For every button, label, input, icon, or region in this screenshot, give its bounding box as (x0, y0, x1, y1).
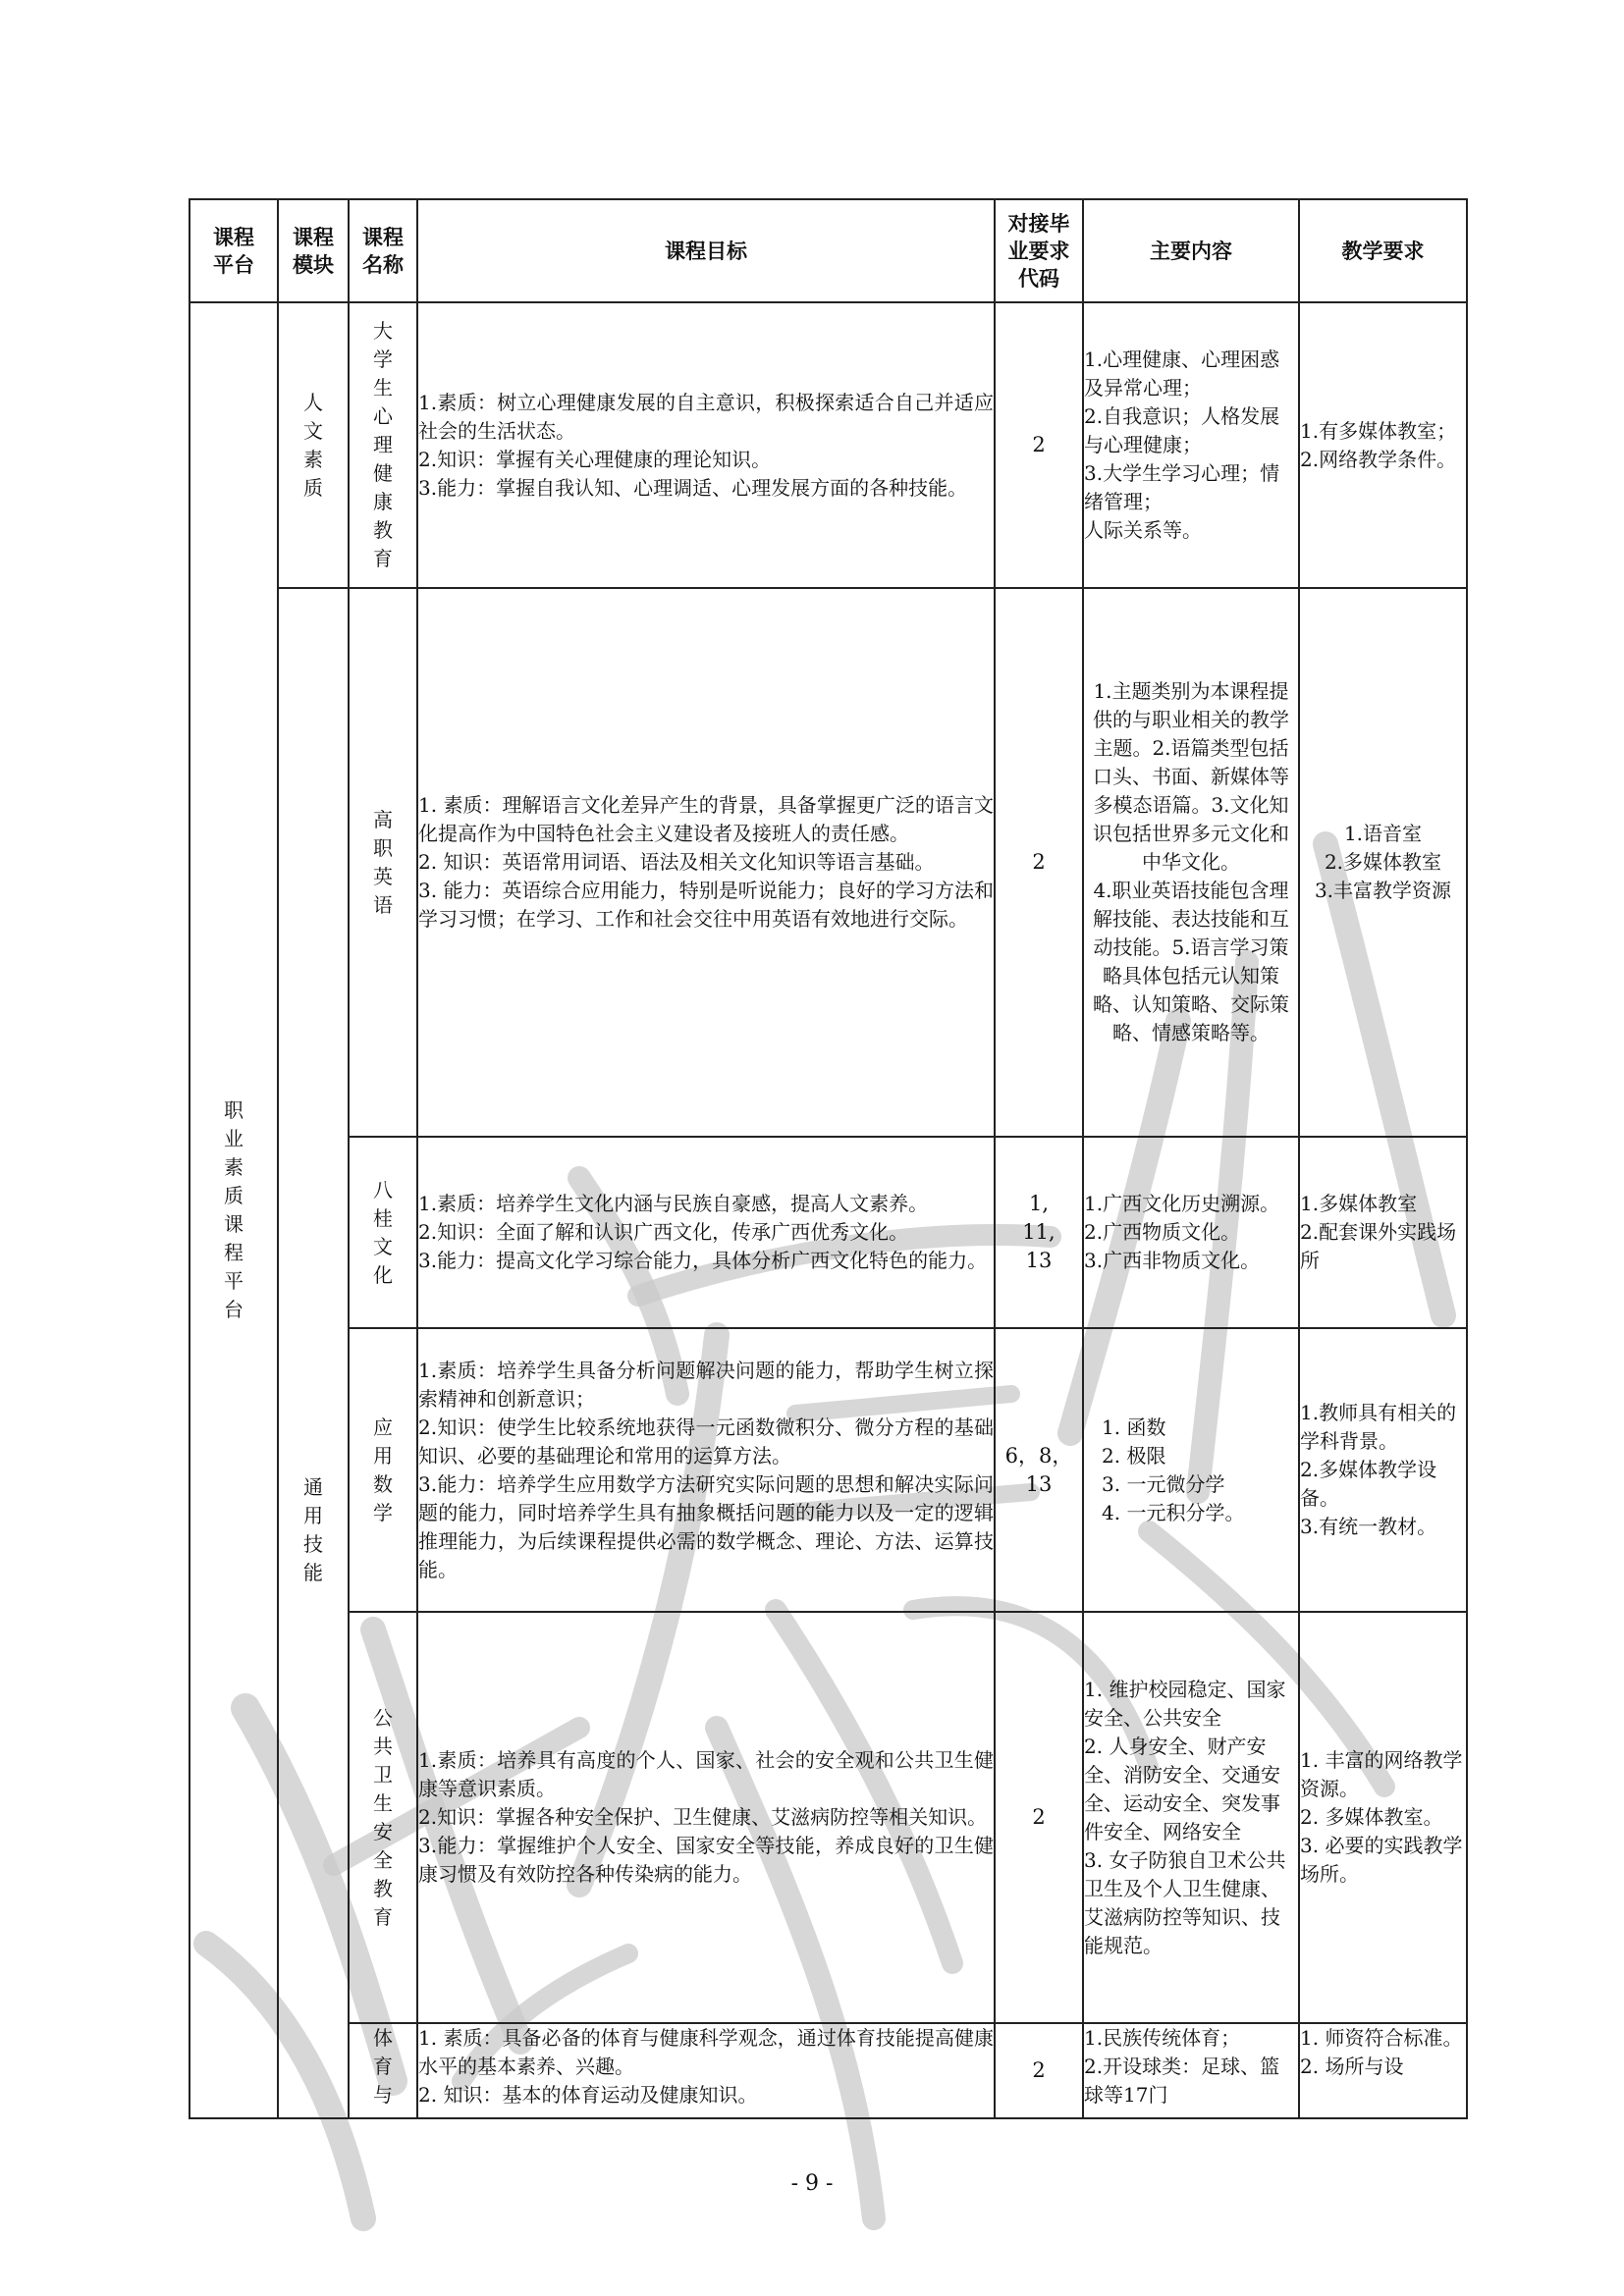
main-content-cell: 1.广西文化历史溯源。 2.广西物质文化。 3.广西非物质文化。 (1083, 1137, 1299, 1328)
table-row (189, 302, 1467, 588)
header-teaching-requirement: 教学要求 (1299, 199, 1467, 302)
table-row (189, 1328, 1467, 1612)
module-cell-humanities: 人 文 素 质 (278, 302, 349, 588)
teaching-requirement-cell: 1.多媒体教室 2.配套课外实践场所 (1299, 1137, 1467, 1328)
header-main-content: 主要内容 (1083, 199, 1299, 302)
table-row (189, 2023, 1467, 2118)
requirement-code-cell: 2 (995, 1612, 1083, 2023)
requirement-code-cell: 2 (995, 588, 1083, 1137)
header-row (189, 199, 1467, 302)
course-name-cell: 八 桂 文 化 (349, 1137, 417, 1328)
module-cell-general: 通 用 技 能 (278, 588, 349, 2118)
header-module: 课程 模块 (278, 199, 349, 302)
course-goal-cell: 1. 素质：具备必备的体育与健康科学观念，通过体育技能提高健康水平的基本素养、兴趣。 2. 知识：基本的体育运动及健康知识。 (417, 2023, 995, 2118)
main-content-cell: 1. 维护校园稳定、国家安全、公共安全 2. 人身安全、财产安全、消防安全、交通安全、运动安全、突发事件安全、网络安全 3. 女子防狼自卫术公共卫生及个人卫生健康、艾滋病防控等知识、技能规范。 (1083, 1612, 1299, 2023)
header-requirement-code: 对接毕 业要求 代码 (995, 199, 1083, 302)
platform-cell: 职 业 素 质 课 程 平 台 (189, 302, 278, 2118)
header-course-goal: 课程目标 (417, 199, 995, 302)
teaching-requirement-cell: 1. 师资符合标准。 2. 场所与设 (1299, 2023, 1467, 2118)
course-name-cell: 体 育 与 (349, 2023, 417, 2118)
main-content-cell: 1.心理健康、心理困惑及异常心理； 2.自我意识；人格发展与心理健康； 3.大学生学习心理；情绪管理； 人际关系等。 (1083, 302, 1299, 588)
course-goal-cell: 1.素质：培养学生具备分析问题解决问题的能力，帮助学生树立探索精神和创新意识； 2.知识：使学生比较系统地获得一元函数微积分、微分方程的基础知识、必要的基础理论和常用的运算方法。 3.能力：培养学生应用数学方法研究实际问题的思想和解决实际问题的能力，同时培养学生具有抽象概括问题的能力以及一定的逻辑推理能力，为后续课程提供必需的数学概念、理论、方法、运算技能。 (417, 1328, 995, 1612)
course-goal-cell: 1.素质：培养具有高度的个人、国家、社会的安全观和公共卫生健康等意识素质。 2.知识：掌握各种安全保护、卫生健康、艾滋病防控等相关知识。 3.能力：掌握维护个人安全、国家安全等技能，养成良好的卫生健康习惯及有效防控各种传染病的能力。 (417, 1612, 995, 2023)
teaching-requirement-cell: 1.教师具有相关的学科背景。 2.多媒体教学设备。 3.有统一教材。 (1299, 1328, 1467, 1612)
course-name-cell: 应 用 数 学 (349, 1328, 417, 1612)
requirement-code-cell: 2 (995, 302, 1083, 588)
course-goal-cell: 1.素质：树立心理健康发展的自主意识，积极探索适合自己并适应社会的生活状态。 2.知识：掌握有关心理健康的理论知识。 3.能力：掌握自我认知、心理调适、心理发展方面的各种技能。 (417, 302, 995, 588)
table-row (189, 1137, 1467, 1328)
teaching-requirement-cell: 1.有多媒体教室；2.网络教学条件。 (1299, 302, 1467, 588)
table-row (189, 1612, 1467, 2023)
header-platform: 课程 平台 (189, 199, 278, 302)
header-course-name: 课程 名称 (349, 199, 417, 302)
course-goal-cell: 1. 素质：理解语言文化差异产生的背景，具备掌握更广泛的语言文化提高作为中国特色社会主义建设者及接班人的责任感。 2. 知识：英语常用词语、语法及相关文化知识等语言基础。 3. 能力：英语综合应用能力，特别是听说能力；良好的学习方法和学习习惯；在学习、工作和社会交往中用英语有效地进行交际。 (417, 588, 995, 1137)
requirement-code-cell: 1, 11, 13 (995, 1137, 1083, 1328)
main-content-cell: 1.民族传统体育； 2.开设球类：足球、篮球等17门 (1083, 2023, 1299, 2118)
teaching-requirement-cell: 1. 丰富的网络教学资源。 2. 多媒体教室。 3. 必要的实践教学场所。 (1299, 1612, 1467, 2023)
course-goal-cell: 1.素质：培养学生文化内涵与民族自豪感，提高人文素养。 2.知识：全面了解和认识广西文化，传承广西优秀文化。 3.能力：提高文化学习综合能力，具体分析广西文化特色的能力。 (417, 1137, 995, 1328)
page-number: - 9 - (790, 2171, 834, 2196)
teaching-requirement-cell: 1.语音室 2.多媒体教室 3.丰富教学资源 (1299, 588, 1467, 1137)
course-name-cell: 高 职 英 语 (349, 588, 417, 1137)
table-row (189, 588, 1467, 1137)
requirement-code-cell: 2 (995, 2023, 1083, 2118)
requirement-code-cell: 6，8， 13 (995, 1328, 1083, 1612)
main-content-cell: 1.主题类别为本课程提供的与职业相关的教学主题。2.语篇类型包括口头、书面、新媒体等多模态语篇。3.文化知识包括世界多元文化和中华文化。 4.职业英语技能包含理解技能、表达技能和互动技能。5.语言学习策略具体包括元认知策略、认知策略、交际策略、情感策略等。 (1083, 588, 1299, 1137)
course-name-cell: 大 学 生 心 理 健 康 教 育 (349, 302, 417, 588)
course-table (189, 198, 1468, 2119)
main-content-cell: 1. 函数 2. 极限 3. 一元微分学 4. 一元积分学。 (1083, 1328, 1299, 1612)
course-name-cell: 公 共 卫 生 安 全 教 育 (349, 1612, 417, 2023)
